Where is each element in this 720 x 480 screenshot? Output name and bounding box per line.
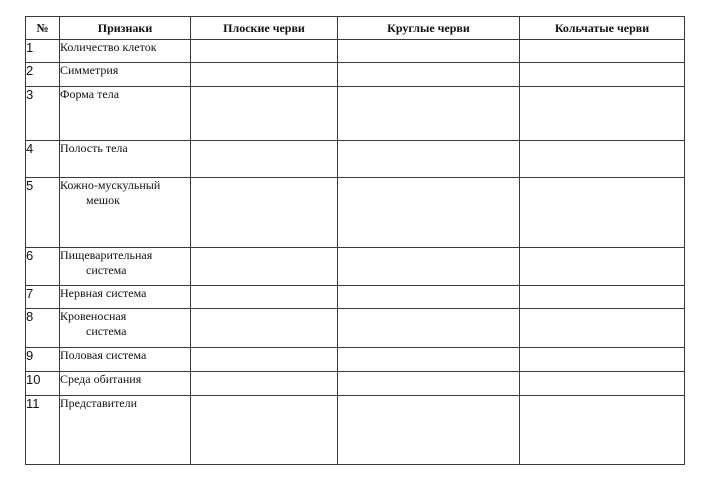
row-feature — [60, 248, 191, 286]
table-row — [26, 40, 685, 63]
roundworms-answer-cell[interactable] — [338, 348, 520, 372]
feature-label: Симметрия — [60, 63, 119, 77]
header-feature: Признаки — [60, 17, 191, 40]
annelids-answer-cell[interactable] — [520, 372, 685, 396]
annelids-answer-cell[interactable] — [520, 178, 685, 248]
flatworms-answer-cell[interactable] — [191, 348, 338, 372]
row-number: 5 — [26, 178, 60, 248]
annelids-answer-cell[interactable] — [520, 63, 685, 87]
row-number: 1 — [26, 40, 60, 63]
feature-label-continuation: система — [86, 324, 127, 338]
feature-label: Форма тела — [60, 87, 120, 101]
row-feature — [60, 63, 191, 87]
feature-label-continuation: система — [86, 263, 127, 277]
row-feature — [60, 286, 191, 309]
flatworms-answer-cell[interactable] — [191, 286, 338, 309]
annelids-answer-cell[interactable] — [520, 141, 685, 178]
row-feature — [60, 372, 191, 396]
roundworms-answer-cell[interactable] — [338, 40, 520, 63]
header-flatworms: Плоские черви — [191, 17, 338, 40]
table-row — [26, 87, 685, 141]
table-row — [26, 63, 685, 87]
row-feature — [60, 309, 191, 348]
feature-label: Нервная система — [60, 286, 147, 300]
roundworms-answer-cell[interactable] — [338, 248, 520, 286]
feature-label: Количество клеток — [60, 40, 157, 54]
roundworms-answer-cell[interactable] — [338, 309, 520, 348]
flatworms-answer-cell[interactable] — [191, 178, 338, 248]
row-feature — [60, 348, 191, 372]
roundworms-answer-cell[interactable] — [338, 372, 520, 396]
worm-comparison-table — [25, 16, 685, 465]
roundworms-answer-cell[interactable] — [338, 286, 520, 309]
header-roundworms: Круглые черви — [338, 17, 520, 40]
row-feature — [60, 87, 191, 141]
annelids-answer-cell[interactable] — [520, 286, 685, 309]
annelids-answer-cell[interactable] — [520, 348, 685, 372]
feature-label: Пищеварительная — [60, 248, 153, 262]
table-row — [26, 396, 685, 465]
annelids-answer-cell[interactable] — [520, 309, 685, 348]
feature-label: Среда обитания — [60, 372, 142, 386]
flatworms-answer-cell[interactable] — [191, 396, 338, 465]
table-row — [26, 348, 685, 372]
flatworms-answer-cell[interactable] — [191, 309, 338, 348]
table-row — [26, 178, 685, 248]
annelids-answer-cell[interactable] — [520, 248, 685, 286]
feature-label: Половая система — [60, 348, 147, 362]
feature-label: Кожно-мускульный — [60, 178, 161, 192]
roundworms-answer-cell[interactable] — [338, 63, 520, 87]
row-number: 9 — [26, 348, 60, 372]
flatworms-answer-cell[interactable] — [191, 141, 338, 178]
flatworms-answer-cell[interactable] — [191, 248, 338, 286]
row-number: 2 — [26, 63, 60, 87]
row-feature — [60, 396, 191, 465]
row-number: 4 — [26, 141, 60, 178]
table-row — [26, 141, 685, 178]
feature-label: Полость тела — [60, 141, 128, 155]
row-number: 7 — [26, 286, 60, 309]
row-number: 6 — [26, 248, 60, 286]
annelids-answer-cell[interactable] — [520, 40, 685, 63]
flatworms-answer-cell[interactable] — [191, 87, 338, 141]
flatworms-answer-cell[interactable] — [191, 372, 338, 396]
row-feature — [60, 178, 191, 248]
roundworms-answer-cell[interactable] — [338, 178, 520, 248]
table-row — [26, 248, 685, 286]
header-row — [26, 17, 685, 40]
roundworms-answer-cell[interactable] — [338, 141, 520, 178]
annelids-answer-cell[interactable] — [520, 396, 685, 465]
feature-label: Кровеносная — [60, 309, 127, 323]
feature-label: Представители — [60, 396, 138, 410]
row-number: 8 — [26, 309, 60, 348]
annelids-answer-cell[interactable] — [520, 87, 685, 141]
row-number: 10 — [26, 372, 60, 396]
row-number: 3 — [26, 87, 60, 141]
flatworms-answer-cell[interactable] — [191, 40, 338, 63]
roundworms-answer-cell[interactable] — [338, 87, 520, 141]
header-number: № — [26, 17, 60, 40]
roundworms-answer-cell[interactable] — [338, 396, 520, 465]
feature-label-continuation: мешок — [86, 193, 120, 207]
table-row — [26, 372, 685, 396]
flatworms-answer-cell[interactable] — [191, 63, 338, 87]
row-feature — [60, 40, 191, 63]
header-annelids: Кольчатые черви — [520, 17, 685, 40]
row-feature — [60, 141, 191, 178]
row-number: 11 — [26, 396, 60, 465]
table-row — [26, 286, 685, 309]
table-row — [26, 309, 685, 348]
